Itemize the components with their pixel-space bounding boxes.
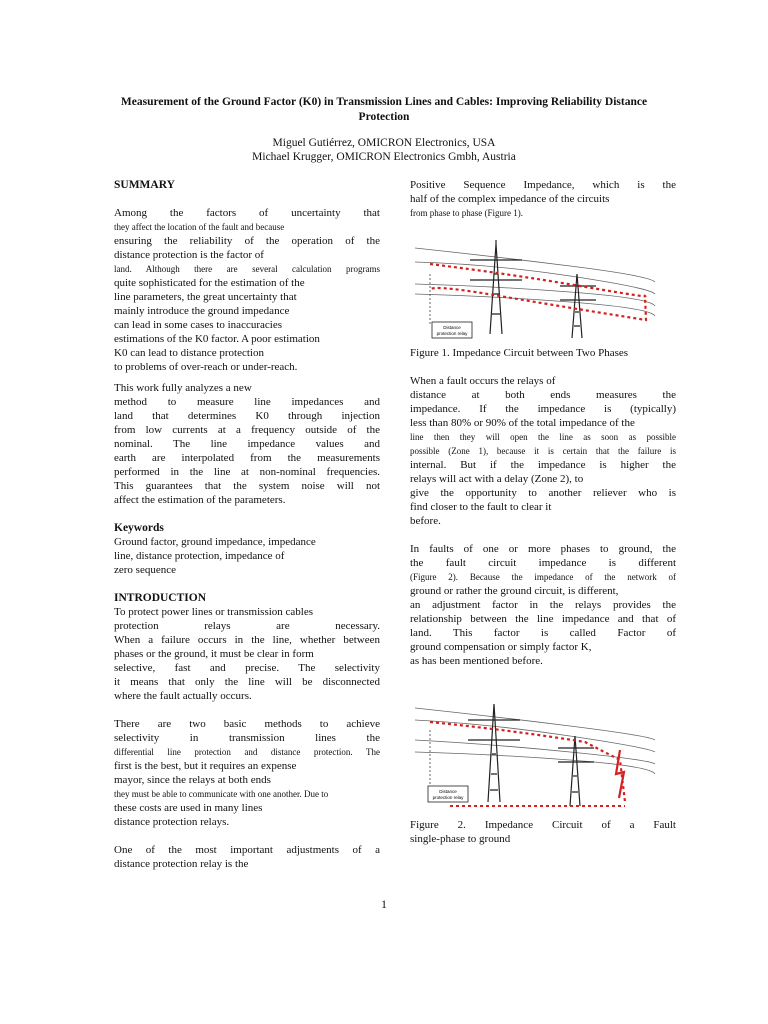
figure-1-diagram [410, 234, 658, 342]
tower-2 [560, 274, 596, 338]
ground-line: the fault circuit impedance is different [410, 557, 676, 569]
fault-path [430, 264, 646, 320]
intro-line: where the fault actually occurs. [114, 690, 252, 702]
introduction-heading: INTRODUCTION [114, 592, 207, 604]
summary-line: Among the factors of uncertainty that [114, 207, 380, 219]
relay-label: protection relay [436, 331, 468, 336]
work-line: earth are interpolated from the measurements [114, 452, 380, 464]
summary-line: estimations of the K0 factor. A poor estimation [114, 333, 320, 345]
work-line: land that determines K0 through injection [114, 410, 380, 422]
pos-line: half of the complex impedance of the circuits [410, 193, 610, 205]
intro-line: phases or the ground, it must be clear in form [114, 648, 314, 660]
authors [100, 136, 668, 164]
methods-line: selectivity in transmission lines the [114, 732, 380, 744]
paper-title: Measurement of the Ground Factor (K0) in Transmission Lines and Cables: Improving Reliability Distance Protection [120, 96, 648, 123]
fault-line: line then they will open the line as soon as possible [410, 432, 676, 442]
methods-line: There are two basic methods to achieve [114, 718, 380, 730]
author-2: Michael Krugger, OMICRON Electronics Gmbh, Austria [252, 151, 516, 163]
fault-line: give the opportunity to another reliever who is [410, 487, 676, 499]
figure-1 [410, 234, 676, 346]
fault-line: impedance. If the impedance is (typically) [410, 403, 676, 415]
work-line: performed in the line at non-nominal frequencies. [114, 466, 380, 478]
methods-line: these costs are used in many lines [114, 802, 263, 814]
adjust-line: One of the most important adjustments of a [114, 844, 380, 856]
figure-1-caption: Figure 1. Impedance Circuit between Two Phases [410, 347, 629, 359]
intro-line: it means that only the line will be disconnected [114, 676, 380, 688]
relay-label: Distance [439, 789, 457, 794]
fault-line: find closer to the fault to clear it [410, 501, 552, 513]
summary-line: they affect the location of the fault and because [114, 222, 285, 232]
methods-line: first is the best, but it requires an expense [114, 760, 297, 772]
intro-line: To protect power lines or transmission cables [114, 606, 314, 618]
intro-line: selective, fast and precise. The selectivity [114, 662, 380, 674]
figure-2-diagram [410, 694, 658, 814]
summary-line: quite sophisticated for the estimation of the [114, 277, 305, 289]
summary-line: mainly introduce the ground impedance [114, 305, 290, 317]
work-line: nominal. The line impedance values and [114, 438, 380, 450]
keywords-line: Ground factor, ground impedance, impedance [114, 536, 316, 548]
relay-label: Distance [443, 325, 461, 330]
methods-line: differential line protection and distance protection. The [114, 747, 380, 757]
ground-line: as has been mentioned before. [410, 655, 543, 667]
keywords-heading: Keywords [114, 522, 164, 534]
fault-line: before. [410, 515, 441, 527]
work-line: affect the estimation of the parameters. [114, 494, 286, 506]
work-line: This guarantees that the system noise will not [114, 480, 380, 492]
relay-label: protection relay [432, 795, 464, 800]
summary-line: land. Although there are several calculation programs [114, 264, 380, 274]
ground-line: (Figure 2). Because the impedance of the network of [410, 572, 676, 582]
summary-line: K0 can lead to distance protection [114, 347, 264, 359]
right-column [410, 178, 676, 846]
fault-line: less than 80% or 90% of the total impedance of the [410, 417, 635, 429]
ground-line: ground or rather the ground circuit, is different, [410, 585, 619, 597]
adjust-line: distance protection relay is the [114, 858, 249, 870]
fault-line: distance at both ends measures the [410, 389, 676, 401]
summary-line: to problems of over-reach or under-reach. [114, 361, 298, 373]
fault-line: possible (Zone 1), because it is certain that the failure is [410, 446, 676, 456]
methods-line: mayor, since the relays at both ends [114, 774, 271, 786]
work-line: method to measure line impedances and [114, 396, 380, 408]
intro-line: When a failure occurs in the line, whether between [114, 634, 380, 646]
author-1: Miguel Gutiérrez, OMICRON Electronics, USA [272, 137, 496, 149]
keywords-line: zero sequence [114, 564, 176, 576]
page-number: 1 [381, 897, 387, 911]
ground-line: relationship between the line impedance and that of [410, 613, 676, 625]
summary-line: ensuring the reliability of the operation of the [114, 235, 380, 247]
figure-2-caption: Figure 2. Impedance Circuit of a Fault [410, 819, 676, 831]
summary-line: line parameters, the great uncertainty that [114, 291, 297, 303]
fault-line: relays will act with a delay (Zone 2), to [410, 473, 584, 485]
work-line: from low currents at a frequency outside of the [114, 424, 380, 436]
methods-line: they must be able to communicate with one another. Due to [114, 789, 329, 799]
figure-2 [410, 694, 676, 818]
methods-line: distance protection relays. [114, 816, 230, 828]
fault-line: When a fault occurs the relays of [410, 375, 556, 387]
left-column [114, 178, 380, 871]
figure-2-caption: single-phase to ground [410, 833, 511, 845]
ground-line: ground compensation or simply factor K, [410, 641, 592, 653]
intro-line: protection relays are necessary. [114, 620, 380, 632]
keywords-line: line, distance protection, impedance of [114, 550, 285, 562]
work-line: This work fully analyzes a new [114, 382, 252, 394]
pos-line: Positive Sequence Impedance, which is the [410, 179, 676, 191]
summary-line: can lead in some cases to inaccuracies [114, 319, 282, 331]
ground-line: In faults of one or more phases to ground, the [410, 543, 676, 555]
tower-2 [558, 736, 594, 806]
ground-line: an adjustment factor in the relays provides the [410, 599, 676, 611]
pos-line: from phase to phase (Figure 1). [410, 208, 523, 218]
fault-line: internal. But if the impedance is higher the [410, 459, 676, 471]
summary-heading: SUMMARY [114, 179, 175, 191]
summary-line: distance protection is the factor of [114, 249, 264, 261]
ground-line: land. This factor is called Factor of [410, 627, 676, 639]
